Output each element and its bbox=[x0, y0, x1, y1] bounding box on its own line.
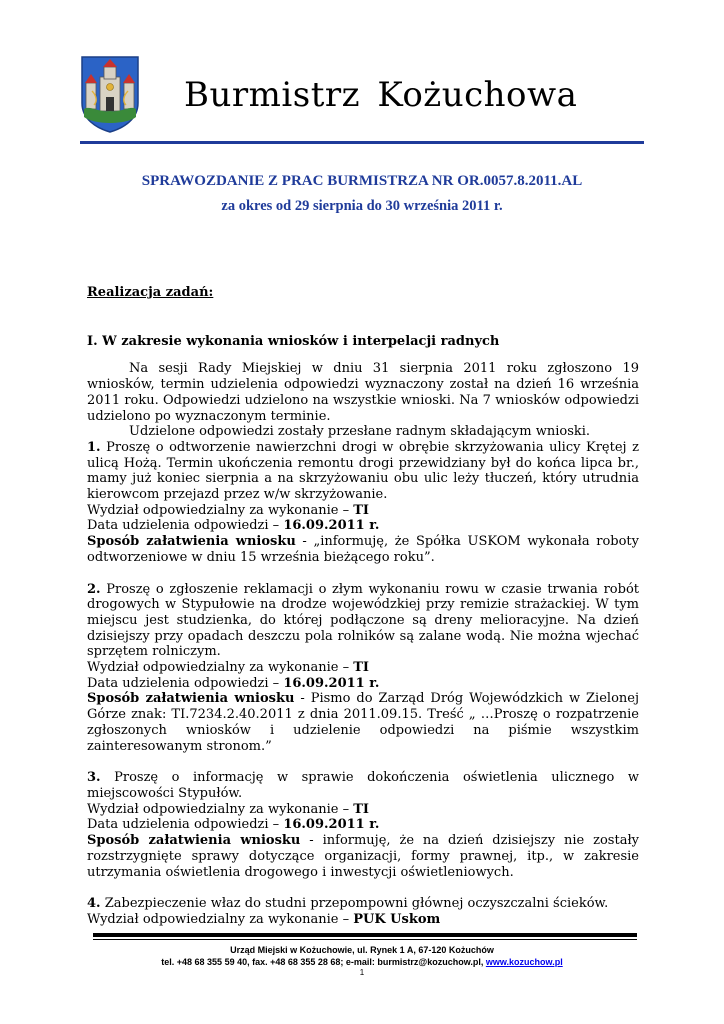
item-4-text: 4. Zabezpieczenie właz do studni przepompowni głównej oczyszczalni ścieków. bbox=[87, 896, 609, 912]
item-2-method: Sposób załatwienia wniosku - Pismo do Zarząd Dróg Wojewódzkich w Zielonej Górze znak: TI.7234.2.40.2011 z dnia 2011.09.15. Treść „ …Proszę o rozpatrzenie zgłoszonych wniosków i udzielenie odpowiedzi na piśmie wszystkim zainteresowanym stronom.” bbox=[87, 691, 639, 754]
item-4-dept: Wydział odpowiedzialny za wykonanie – PUK Uskom bbox=[87, 911, 441, 927]
page-number: 1 bbox=[359, 968, 365, 977]
item-number: 2. bbox=[87, 581, 101, 597]
item-1-text: 1. Proszę o odtworzenie nawierzchni drogi w obrębie skrzyżowania ulicy Krętej z ulicą Hożą. Termin ukończenia remontu drogi przewidziany był do końca lipca br., mamy już koniec sierpnia a na skrzyżowaniu obu ulic leży tłuczeń, który utrudnia kierowcom przejazd przez w/w skrzyżowanie. bbox=[87, 439, 639, 503]
item-1-method: Sposób załatwienia wniosku - „informuję, że Spółka USKOM wykonała roboty odtworzeniowe w dniu 15 września bieżącego roku”. bbox=[87, 534, 639, 565]
item-1-date: Data udzielenia odpowiedzi – 16.09.2011 r. bbox=[87, 518, 380, 534]
item-3-dept: Wydział odpowiedzialny za wykonanie – TI bbox=[87, 801, 369, 817]
item-1-dept: Wydział odpowiedzialny za wykonanie – TI bbox=[87, 502, 369, 518]
intro-paragraph-2: Udzielone odpowiedzi zostały przesłane radnym składającym wnioski. bbox=[129, 424, 591, 440]
item-number: 1. bbox=[87, 439, 101, 455]
item-2-date: Data udzielenia odpowiedzi – 16.09.2011 r. bbox=[87, 675, 380, 691]
item-3-text: 3. Proszę o informację w sprawie dokończenia oświetlenia ulicznego w miejscowości Stypułów. bbox=[87, 770, 639, 801]
intro-paragraph: Na sesji Rady Miejskiej w dniu 31 sierpnia 2011 roku zgłoszono 19 wniosków, termin udzielenia odpowiedzi wyznaczony został na dzień 16 września 2011 roku. Odpowiedzi udzielono na wszystkie wnioski. Na 7 wniosków odpowiedzi udzielono po wyznaczonym terminie. bbox=[87, 361, 639, 424]
coat-of-arms-icon bbox=[80, 55, 140, 133]
report-period: za okres od 29 sierpnia do 30 września 2011 r. bbox=[221, 198, 503, 214]
footer-divider bbox=[93, 933, 637, 937]
item-2-dept: Wydział odpowiedzialny za wykonanie – TI bbox=[87, 660, 369, 676]
item-3-date: Data udzielenia odpowiedzi – 16.09.2011 r. bbox=[87, 817, 380, 833]
document-body bbox=[87, 285, 639, 928]
item-number: 3. bbox=[87, 770, 101, 786]
item-2-text: 2. Proszę o zgłoszenie reklamacji o złym wykonaniu rowu w czasie trwania robót drogowych w Stypułowie na drodze wojewódzkiej przy remizie strażackiej. W tym miejscu jest studzienka, do której podłączone są dreny melioracyjne. Na dzień dzisiejszy przy opadach deszczu pola rolników są zalane wodą. Nie można wjechać sprzętem rolniczym. bbox=[87, 581, 639, 660]
section-heading-I: I. W zakresie wykonania wniosków i interpelacji radnych bbox=[87, 333, 500, 349]
website-link[interactable]: www.kozuchow.pl bbox=[485, 957, 563, 967]
item-3-method: Sposób załatwienia wniosku - informuję, że na dzień dzisiejszy nie zostały rozstrzygnięte sprawy dotyczące organizacji, formy prawnej, itp., w zakresie utrzymania oświetlenia drogowego i inwestycji oświetleniowych. bbox=[87, 833, 639, 880]
report-title: SPRAWOZDANIE Z PRAC BURMISTRZA NR OR.0057.8.2011.AL bbox=[141, 173, 583, 189]
footer-divider-thin bbox=[93, 939, 637, 940]
header-divider bbox=[80, 141, 644, 144]
item-number: 4. bbox=[87, 896, 101, 912]
page-title: Burmistrz Kożuchowa bbox=[184, 75, 578, 115]
footer-address: Urząd Miejski w Kożuchowie, ul. Rynek 1 A, 67-120 Kożuchów bbox=[230, 945, 494, 955]
footer-contact: tel. +48 68 355 59 40, fax. +48 68 355 28 68; e-mail: burmistrz@kozuchow.pl, www.kozuchow.pl bbox=[161, 957, 563, 967]
section-heading-realizacja: Realizacja zadań: bbox=[87, 285, 214, 300]
